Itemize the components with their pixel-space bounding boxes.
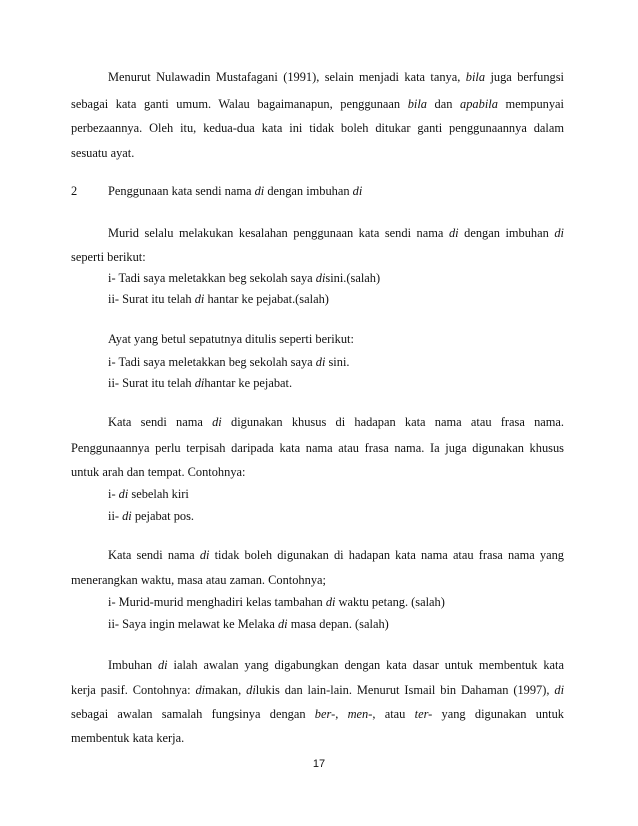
p2-example-2: ii- Surat itu telah di hantar ke pejabat.(salah) <box>108 292 329 306</box>
p5-example-2: ii- Saya ingin melawat ke Melaka di masa depan. (salah) <box>108 617 389 631</box>
p6-line3: sebagai awalan samalah fungsinya dengan ber-, men-, atau ter- yang digunakan untuk <box>71 707 564 721</box>
p5-line2: menerangkan waktu, masa atau zaman. Contohnya; <box>71 573 326 587</box>
section-title: Penggunaan kata sendi nama di dengan imbuhan di <box>108 184 363 198</box>
p4-line1: Kata sendi nama di digunakan khusus di hadapan kata nama atau frasa nama. <box>108 415 564 429</box>
p4-line2: Penggunaannya perlu terpisah daripada kata nama atau frasa nama. Ia juga digunakan khusus <box>71 441 564 455</box>
p6-line1: Imbuhan di ialah awalan yang digabungkan dengan kata dasar untuk membentuk kata <box>108 658 564 672</box>
p4-example-1: i- di sebelah kiri <box>108 487 189 501</box>
p3-example-1: i- Tadi saya meletakkan beg sekolah saya di sini. <box>108 355 350 369</box>
p4-example-2: ii- di pejabat pos. <box>108 509 195 523</box>
section-number: 2 <box>71 184 78 198</box>
p1-line4: sesuatu ayat. <box>71 146 135 160</box>
p3-example-2: ii- Surat itu telah dihantar ke pejabat. <box>108 376 293 390</box>
p2-line2: seperti berikut: <box>71 250 146 264</box>
p5-example-1: i- Murid-murid menghadiri kelas tambahan di waktu petang. (salah) <box>108 595 445 609</box>
p1-line3: perbezaannya. Oleh itu, kedua-dua kata ini tidak boleh ditukar ganti penggunaannya dalam <box>71 121 564 135</box>
p4-line3: untuk arah dan tempat. Contohnya: <box>71 465 246 479</box>
p1-line2: sebagai kata ganti umum. Walau bagaimanapun, penggunaan bila dan apabila mempunyai <box>71 97 564 111</box>
page-number: 17 <box>312 758 326 770</box>
p6-line4: membentuk kata kerja. <box>71 731 185 745</box>
p1-line1: Menurut Nulawadin Mustafagani (1991), selain menjadi kata tanya, bila juga berfungsi <box>108 70 564 84</box>
p5-line1: Kata sendi nama di tidak boleh digunakan di hadapan kata nama atau frasa nama yang <box>108 548 565 562</box>
p6-line2: kerja pasif. Contohnya: dimakan, dilukis dan lain-lain. Menurut Ismail bin Dahaman (1997), di <box>71 683 565 697</box>
p2-example-1: i- Tadi saya meletakkan beg sekolah saya disini.(salah) <box>108 271 381 285</box>
p2-line1: Murid selalu melakukan kesalahan penggunaan kata sendi nama di dengan imbuhan di <box>108 226 564 240</box>
p3-line1: Ayat yang betul sepatutnya ditulis seperti berikut: <box>108 332 354 346</box>
